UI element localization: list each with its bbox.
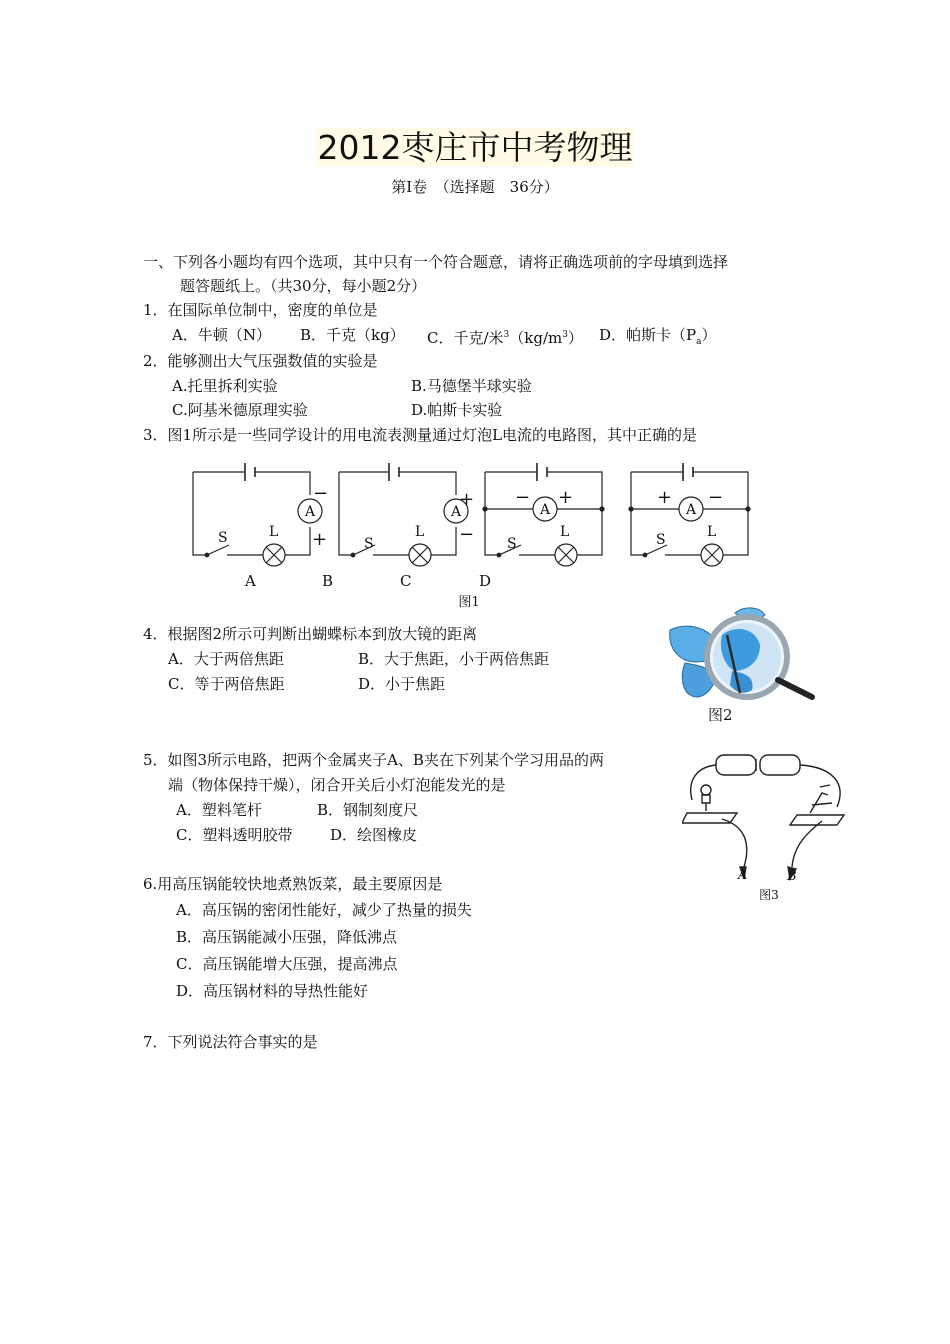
q1-option-d: D．帕斯卡$(P_a)$: [599, 326, 717, 347]
q6-option-a: A．高压锅的密闭性能好，减少了热量的损失: [176, 901, 472, 919]
svg-text:A: A: [539, 502, 551, 518]
svg-text:S: S: [364, 536, 374, 552]
svg-text:B: B: [787, 869, 797, 884]
q7-stem: 7．下列说法符合事实的是: [143, 1033, 318, 1051]
svg-text:S: S: [218, 530, 228, 546]
svg-text:L: L: [415, 524, 425, 540]
q4-option-b: B．大于焦距，小于两倍焦距: [358, 650, 550, 668]
battery-icon: [716, 755, 756, 775]
q6-stem: 6.用高压锅能较快地煮熟饭菜，最主要原因是: [143, 875, 443, 893]
svg-text:A: A: [450, 504, 462, 520]
q5-option-d: D．绘图橡皮: [330, 826, 418, 844]
figure-3-circuit-image: [682, 745, 857, 905]
q6-option-c: C．高压锅能增大压强，提高沸点: [176, 955, 398, 973]
q5-stem-line1: 5．如图3所示电路，把两个金属夹子A、B夹在下列某个学习用品的两: [143, 751, 604, 769]
figure-1-circuits: [185, 455, 765, 610]
section-instruction-line1: 一、下列各小题均有四个选项，其中只有一个符合题意，请将正确选项前的字母填到选择: [143, 253, 729, 271]
lamp-icon: [702, 795, 710, 811]
svg-text:+: +: [312, 529, 328, 550]
svg-text:−: −: [459, 524, 475, 545]
q4-stem: 4．根据图2所示可判断出蝴蝶标本到放大镜的距离: [143, 625, 478, 643]
svg-text:C: C: [400, 572, 412, 590]
switch-a-icon: [207, 545, 229, 555]
section-instruction-line2: 题答题纸上。（共30分，每小题2分）: [180, 277, 427, 295]
circuit-a: [193, 463, 322, 566]
q5-stem-line2: 端（物体保持干燥），闭合开关后小灯泡能发光的是: [168, 776, 506, 794]
battery-icon: [760, 755, 800, 775]
svg-text:L: L: [269, 524, 279, 540]
switch-icon: [810, 785, 830, 813]
q3-stem: 3．图1所示是一些同学设计的用电流表测量通过灯泡L电流的电路图，其中正确的是: [143, 426, 698, 444]
page-title: 2012枣庄市中考物理: [317, 128, 633, 167]
svg-text:B: B: [322, 572, 334, 590]
svg-text:+: +: [558, 487, 574, 508]
q2-option-b: B.马德堡半球实验: [411, 377, 532, 395]
svg-text:+: +: [459, 489, 475, 510]
svg-text:+: +: [657, 487, 673, 508]
q2-stem: 2．能够测出大气压强数值的实验是: [143, 352, 378, 370]
svg-text:图3: 图3: [759, 888, 779, 902]
q2-option-d: D.帕斯卡实验: [411, 401, 503, 419]
svg-text:−: −: [313, 483, 329, 504]
svg-text:A: A: [245, 572, 256, 590]
q5-option-c: C．塑料透明胶带: [176, 826, 293, 844]
svg-text:A: A: [685, 502, 697, 518]
q4-option-a: A．大于两倍焦距: [168, 650, 284, 668]
q6-option-b: B．高压锅能减小压强，降低沸点: [176, 928, 398, 946]
butterfly-magnifier-image: [660, 605, 825, 705]
svg-text:L: L: [707, 524, 717, 540]
svg-text:L: L: [560, 524, 570, 540]
svg-text:S: S: [656, 532, 666, 548]
q2-option-a: A.托里拆利实验: [172, 377, 278, 395]
svg-text:A: A: [738, 868, 748, 883]
q2-option-c: C.阿基米德原理实验: [172, 401, 308, 419]
q1-stem: 1．在国际单位制中，密度的单位是: [143, 301, 378, 319]
q6-option-d: D．高压锅材料的导热性能好: [176, 982, 369, 1000]
circuit-b: [339, 463, 468, 566]
svg-text:−: −: [515, 487, 531, 508]
q4-option-c: C．等于两倍焦距: [168, 675, 285, 693]
svg-text:A: A: [304, 504, 316, 520]
svg-text:−: −: [708, 487, 724, 508]
page-subtitle: 第Ⅰ卷 （选择题 36分）: [391, 178, 559, 196]
q1-option-b: B．千克（kg）: [300, 326, 405, 344]
q5-option-a: A．塑料笔杆: [176, 801, 262, 819]
q1-option-c: C．千克/米$^3(kg/m^3)$: [427, 329, 583, 347]
svg-text:S: S: [507, 536, 517, 552]
q5-option-b: B．钢制刻度尺: [317, 801, 419, 819]
figure-2-caption: 图2: [708, 706, 733, 724]
q4-option-d: D．小于焦距: [358, 675, 446, 693]
svg-text:图1: 图1: [458, 595, 480, 610]
q1-option-a: A．牛顿（N）: [172, 326, 271, 344]
svg-text:D: D: [479, 572, 492, 590]
